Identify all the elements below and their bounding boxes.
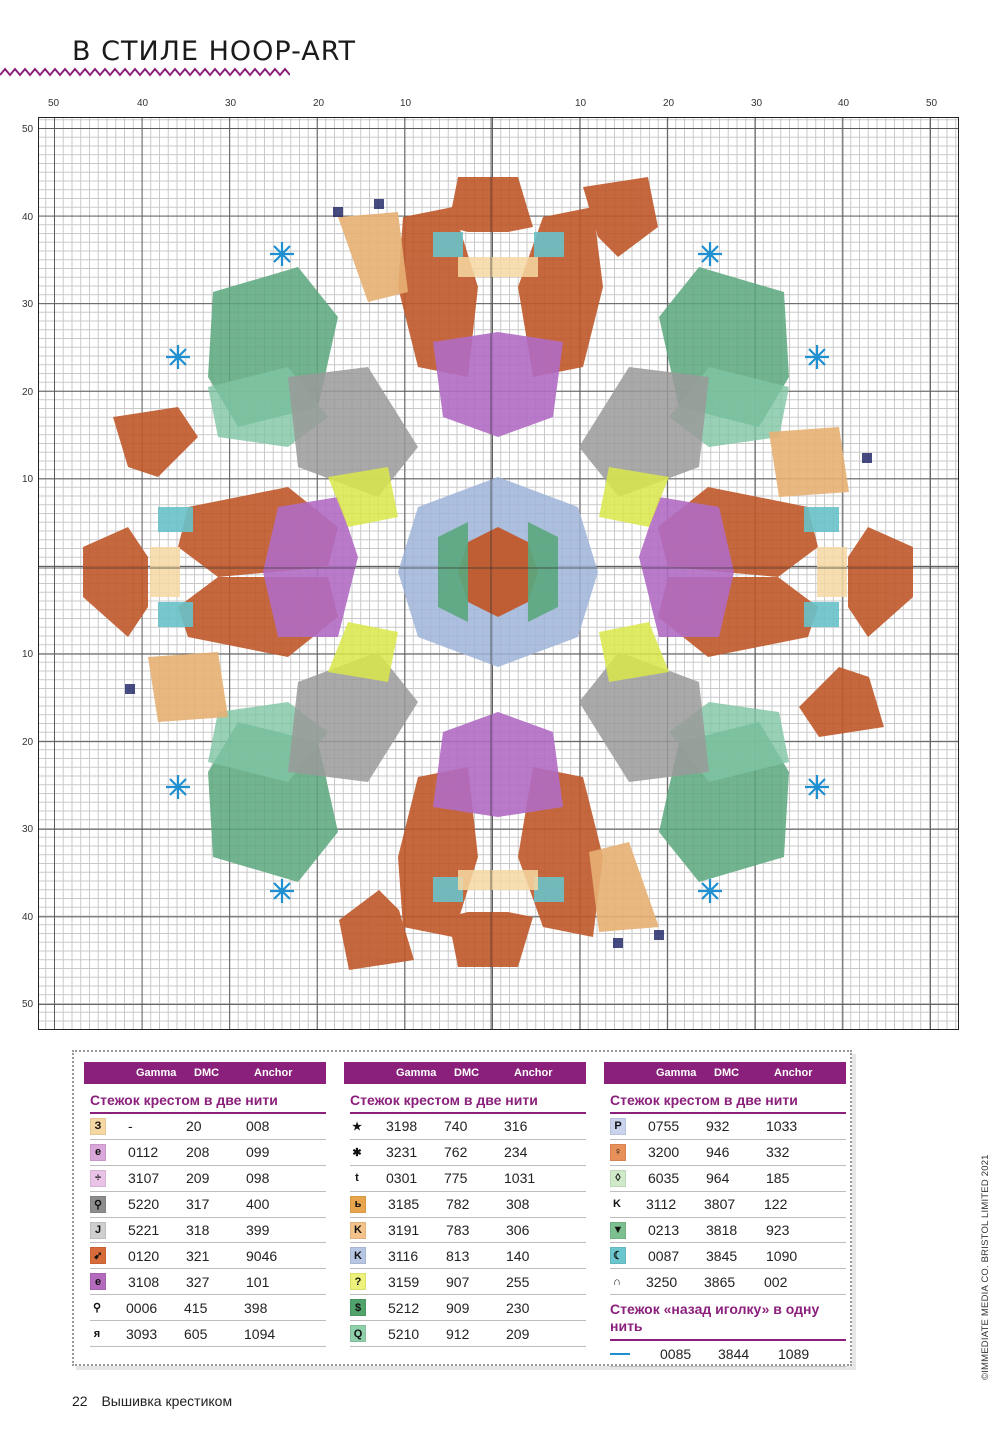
gamma-code: 3185 bbox=[388, 1196, 420, 1213]
gamma-code: 3107 bbox=[128, 1170, 160, 1187]
key-header-dmc: DMC bbox=[454, 1067, 480, 1079]
gamma-code: 3198 bbox=[386, 1118, 418, 1135]
anchor-code: 099 bbox=[246, 1144, 270, 1161]
dmc-code: 318 bbox=[186, 1222, 210, 1238]
dmc-code: 208 bbox=[186, 1144, 210, 1161]
dmc-code: 20 bbox=[186, 1118, 202, 1135]
stitch-symbol-icon: J bbox=[90, 1222, 106, 1239]
scale-left-label: 30 bbox=[22, 299, 34, 310]
dmc-code: 321 bbox=[186, 1247, 210, 1264]
gamma-code: 0755 bbox=[648, 1118, 680, 1135]
stitch-symbol-icon: ◊ bbox=[610, 1170, 626, 1187]
key-row bbox=[610, 1243, 846, 1269]
stitch-symbol-icon: ⚲ bbox=[90, 1196, 106, 1213]
stitch-symbol-icon: ? bbox=[350, 1273, 366, 1290]
key-section-title: Стежок крестом в две нити bbox=[90, 1092, 278, 1108]
backstitch-star-icon bbox=[166, 775, 190, 799]
anchor-code: 101 bbox=[246, 1273, 270, 1290]
dmc-code: 782 bbox=[446, 1196, 470, 1213]
stitch-symbol-icon: K bbox=[350, 1247, 366, 1264]
anchor-code: 306 bbox=[506, 1222, 530, 1238]
key-row bbox=[350, 1140, 586, 1166]
dmc-code: 3818 bbox=[706, 1222, 738, 1238]
gamma-code: 3191 bbox=[388, 1222, 420, 1238]
anchor-code: 308 bbox=[506, 1196, 530, 1213]
backstitch-line-icon bbox=[610, 1353, 630, 1355]
dmc-code: 907 bbox=[446, 1273, 470, 1290]
scale-top-label: 10 bbox=[575, 98, 587, 109]
scale-left-label: 50 bbox=[22, 999, 34, 1010]
gamma-code: 3231 bbox=[386, 1144, 418, 1161]
anchor-code: 1090 bbox=[766, 1247, 798, 1264]
gamma-code: 0120 bbox=[128, 1247, 160, 1264]
stitch-symbol-icon: З bbox=[90, 1118, 106, 1135]
anchor-code: 1031 bbox=[504, 1170, 536, 1187]
anchor-code: 923 bbox=[766, 1222, 790, 1238]
key-row bbox=[610, 1192, 846, 1218]
backstitch-star-icon bbox=[698, 879, 722, 903]
dmc-code: 909 bbox=[446, 1299, 470, 1316]
stitch-symbol-icon: $ bbox=[350, 1299, 366, 1316]
gamma-code: 3250 bbox=[646, 1273, 678, 1290]
scale-left-label: 40 bbox=[22, 212, 34, 223]
stitch-symbol-icon: ☾ bbox=[610, 1247, 626, 1264]
scale-top-label: 10 bbox=[400, 98, 412, 109]
page-number: 22 bbox=[72, 1393, 88, 1409]
key-header-dmc: DMC bbox=[194, 1067, 220, 1079]
key-header bbox=[84, 1062, 326, 1084]
dmc-code: 209 bbox=[186, 1170, 210, 1187]
key-header-anchor: Anchor bbox=[254, 1067, 293, 1079]
key-row bbox=[610, 1218, 846, 1244]
anchor-code: 140 bbox=[506, 1247, 530, 1264]
stitch-symbol-icon: ▼ bbox=[610, 1222, 626, 1239]
dmc-code: 946 bbox=[706, 1144, 730, 1161]
stitch-symbol-icon: e bbox=[90, 1144, 106, 1161]
anchor-code: 398 bbox=[244, 1299, 268, 1316]
gamma-code: 0112 bbox=[128, 1144, 159, 1161]
key-row bbox=[350, 1295, 586, 1321]
key-column-1 bbox=[84, 1062, 326, 1347]
scale-top-label: 30 bbox=[225, 98, 237, 109]
backstitch-row bbox=[610, 1341, 846, 1367]
scale-left-label: 30 bbox=[22, 824, 34, 835]
key-row bbox=[350, 1269, 586, 1295]
key-row bbox=[90, 1192, 326, 1218]
scale-left-label: 40 bbox=[22, 912, 34, 923]
scale-top-label: 50 bbox=[48, 98, 60, 109]
scale-left-label: 10 bbox=[22, 474, 34, 485]
stitch-symbol-icon: P bbox=[610, 1118, 626, 1135]
gamma-code: 3159 bbox=[388, 1273, 420, 1290]
backstitch-star-icon bbox=[166, 345, 190, 369]
scale-top-label: 30 bbox=[751, 98, 763, 109]
gamma-code: 3200 bbox=[648, 1144, 680, 1161]
gamma-code: 5220 bbox=[128, 1196, 160, 1213]
backstitch-star-icon bbox=[805, 345, 829, 369]
stitch-symbol-icon: ➹ bbox=[90, 1247, 106, 1264]
key-header bbox=[344, 1062, 586, 1084]
stitch-symbol-icon: e bbox=[90, 1273, 106, 1290]
key-header-gamma: Gamma bbox=[136, 1067, 177, 1079]
key-row bbox=[610, 1269, 846, 1295]
scale-left-label: 20 bbox=[22, 737, 34, 748]
scale-left-label: 20 bbox=[22, 387, 34, 398]
backstitch-section-title: Стежок «назад иголку» в одну нить bbox=[610, 1301, 820, 1335]
backstitch-gamma: 0085 bbox=[660, 1345, 692, 1362]
gamma-code: 0087 bbox=[648, 1247, 680, 1264]
key-header-anchor: Anchor bbox=[514, 1067, 553, 1079]
key-header-anchor: Anchor bbox=[774, 1067, 813, 1079]
backstitch-star-icon bbox=[805, 775, 829, 799]
scale-left-label: 10 bbox=[22, 649, 34, 660]
scale-top-label: 40 bbox=[137, 98, 149, 109]
scale-top-label: 50 bbox=[926, 98, 938, 109]
dmc-code: 762 bbox=[444, 1144, 468, 1161]
stitch-symbol-icon: t bbox=[350, 1171, 364, 1186]
anchor-code: 002 bbox=[764, 1273, 788, 1290]
gamma-code: 0006 bbox=[126, 1299, 158, 1316]
backstitch-star-icon bbox=[270, 242, 294, 266]
key-column-2 bbox=[344, 1062, 586, 1347]
scale-left-label: 50 bbox=[22, 124, 34, 135]
key-row bbox=[90, 1269, 326, 1295]
key-header bbox=[604, 1062, 846, 1084]
key-section-title: Стежок крестом в две нити bbox=[610, 1092, 798, 1108]
anchor-code: 209 bbox=[506, 1325, 530, 1342]
anchor-code: 234 bbox=[504, 1144, 528, 1161]
copyright-notice: ©IMMEDIATE MEDIA CO. BRISTOL LIMITED 2021 bbox=[980, 1154, 991, 1380]
gamma-code: 3093 bbox=[126, 1325, 158, 1342]
dmc-code: 813 bbox=[446, 1247, 470, 1264]
stitch-symbol-icon: ⚲ bbox=[90, 1300, 104, 1315]
gamma-code: - bbox=[128, 1118, 133, 1135]
key-row bbox=[610, 1166, 846, 1192]
gamma-code: 3112 bbox=[646, 1196, 677, 1213]
anchor-code: 332 bbox=[766, 1144, 790, 1161]
stitch-symbol-icon: K bbox=[610, 1197, 624, 1212]
cross-stitch-design bbox=[38, 117, 959, 1030]
color-key-panel bbox=[72, 1050, 852, 1366]
dmc-code: 775 bbox=[444, 1170, 468, 1187]
stitch-symbol-icon: ★ bbox=[350, 1119, 364, 1134]
stitch-symbol-icon: Q bbox=[350, 1325, 366, 1342]
gamma-code: 0301 bbox=[386, 1170, 418, 1187]
title-zigzag-ornament bbox=[0, 66, 290, 78]
key-row bbox=[90, 1140, 326, 1166]
key-header-gamma: Gamma bbox=[396, 1067, 437, 1079]
key-header-dmc: DMC bbox=[714, 1067, 740, 1079]
anchor-code: 255 bbox=[506, 1273, 530, 1290]
backstitch-star-icon bbox=[270, 879, 294, 903]
dmc-code: 912 bbox=[446, 1325, 470, 1342]
gamma-code: 0213 bbox=[648, 1222, 680, 1238]
key-row bbox=[90, 1295, 326, 1321]
gamma-code: 5221 bbox=[128, 1222, 160, 1238]
key-row bbox=[90, 1243, 326, 1269]
scale-top-label: 20 bbox=[313, 98, 325, 109]
scale-top-label: 20 bbox=[663, 98, 675, 109]
dmc-code: 3845 bbox=[706, 1247, 738, 1264]
key-row bbox=[90, 1218, 326, 1244]
dmc-code: 3807 bbox=[704, 1196, 736, 1213]
anchor-code: 316 bbox=[504, 1118, 528, 1135]
key-section-title: Стежок крестом в две нити bbox=[350, 1092, 538, 1108]
gamma-code: 5210 bbox=[388, 1325, 420, 1342]
stitch-symbol-icon: ÷ bbox=[90, 1170, 106, 1187]
key-column-3 bbox=[604, 1062, 846, 1367]
backstitch-anchor: 1089 bbox=[778, 1345, 810, 1362]
key-row bbox=[90, 1166, 326, 1192]
stitch-symbol-icon: ♀ bbox=[610, 1144, 626, 1161]
anchor-code: 1033 bbox=[766, 1118, 798, 1135]
anchor-code: 098 bbox=[246, 1170, 270, 1187]
gamma-code: 6035 bbox=[648, 1170, 680, 1187]
gamma-code: 3108 bbox=[128, 1273, 160, 1290]
stitch-symbol-icon: ✱ bbox=[350, 1145, 364, 1160]
anchor-code: 400 bbox=[246, 1196, 270, 1213]
anchor-code: 122 bbox=[764, 1196, 788, 1213]
key-row bbox=[350, 1192, 586, 1218]
anchor-code: 1094 bbox=[244, 1325, 276, 1342]
dmc-code: 327 bbox=[186, 1273, 210, 1290]
key-header-gamma: Gamma bbox=[656, 1067, 697, 1079]
key-row bbox=[610, 1140, 846, 1166]
anchor-code: 399 bbox=[246, 1222, 270, 1238]
dmc-code: 932 bbox=[706, 1118, 730, 1135]
key-row bbox=[610, 1114, 846, 1140]
key-row bbox=[350, 1114, 586, 1140]
dmc-code: 317 bbox=[186, 1196, 210, 1213]
dmc-code: 3865 bbox=[704, 1273, 736, 1290]
dmc-code: 740 bbox=[444, 1118, 468, 1135]
stitch-symbol-icon: K bbox=[350, 1222, 366, 1239]
key-row bbox=[350, 1166, 586, 1192]
dmc-code: 415 bbox=[184, 1299, 208, 1316]
gamma-code: 5212 bbox=[388, 1299, 420, 1316]
backstitch-star-icon bbox=[698, 242, 722, 266]
stitch-symbol-icon: я bbox=[90, 1326, 104, 1341]
key-row bbox=[90, 1321, 326, 1347]
stitch-symbol-icon: ∩ bbox=[610, 1274, 624, 1289]
page-footer bbox=[72, 1393, 232, 1409]
page-title: В СТИЛЕ HOOP-ART bbox=[72, 36, 356, 67]
magazine-name: Вышивка крестиком bbox=[101, 1393, 233, 1409]
anchor-code: 185 bbox=[766, 1170, 790, 1187]
key-row bbox=[350, 1218, 586, 1244]
gamma-code: 3116 bbox=[388, 1247, 419, 1264]
scale-top-label: 40 bbox=[838, 98, 850, 109]
anchor-code: 230 bbox=[506, 1299, 530, 1316]
dmc-code: 964 bbox=[706, 1170, 730, 1187]
anchor-code: 008 bbox=[246, 1118, 270, 1135]
dmc-code: 783 bbox=[446, 1222, 470, 1238]
dmc-code: 605 bbox=[184, 1325, 208, 1342]
backstitch-dmc: 3844 bbox=[718, 1345, 750, 1362]
key-row bbox=[350, 1321, 586, 1347]
anchor-code: 9046 bbox=[246, 1247, 278, 1264]
key-row bbox=[90, 1114, 326, 1140]
stitch-symbol-icon: ь bbox=[350, 1196, 366, 1213]
key-row bbox=[350, 1243, 586, 1269]
